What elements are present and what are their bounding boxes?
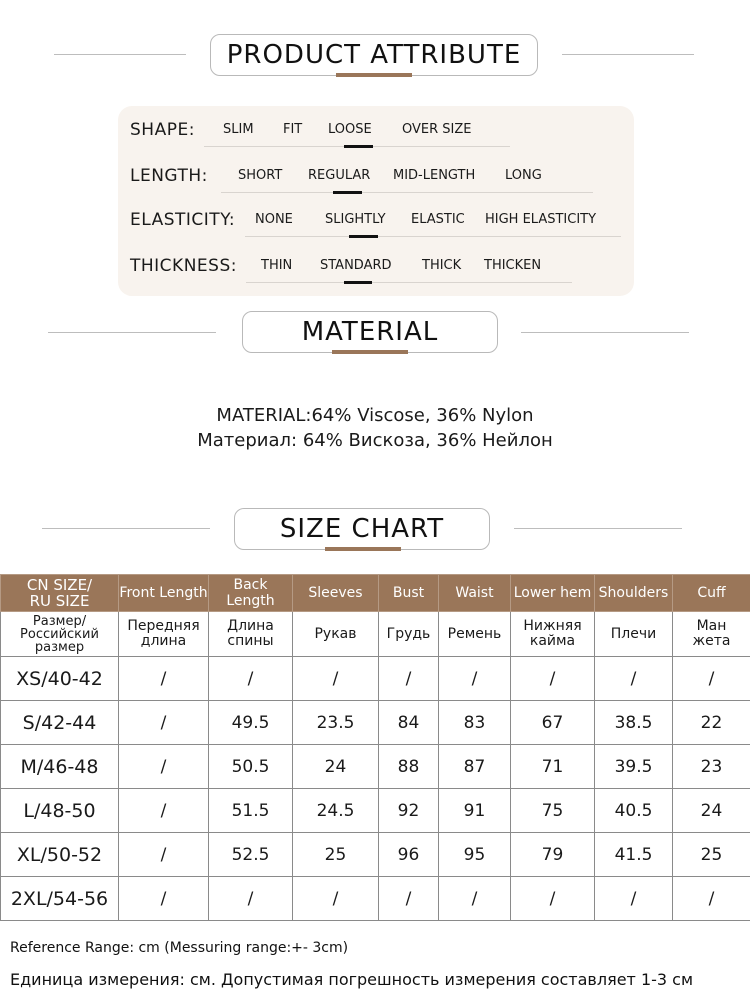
divider-right (562, 54, 694, 55)
selected-marker (344, 145, 373, 148)
table-cell: / (119, 701, 209, 745)
table-cell: 39.5 (595, 745, 673, 789)
table-cell: 87 (439, 745, 511, 789)
row-underline (245, 236, 621, 237)
divider-right (521, 332, 689, 333)
table-cell: 51.5 (209, 789, 293, 833)
section-title-box (242, 311, 498, 353)
divider-right (514, 528, 682, 529)
option-over-size: OVER SIZE (402, 122, 472, 137)
option-fit: FIT (283, 122, 303, 137)
size-label-cell: L/48-50 (1, 789, 119, 833)
table-cell: / (209, 877, 293, 921)
attribute-row-length (130, 166, 630, 196)
attribute-label: SHAPE: (130, 120, 195, 140)
table-cell: Cuff (673, 575, 750, 612)
table-cell: 83 (439, 701, 511, 745)
table-cell: 49.5 (209, 701, 293, 745)
size-chart-table (0, 574, 750, 921)
table-cell: Рукав (293, 612, 379, 657)
selected-marker (344, 281, 372, 284)
size-label-cell: CN SIZE/ RU SIZE (1, 575, 119, 612)
table-cell: 22 (673, 701, 750, 745)
table-cell: 38.5 (595, 701, 673, 745)
table-cell: Ремень (439, 612, 511, 657)
title-accent-bar (336, 73, 412, 77)
table-cell: 50.5 (209, 745, 293, 789)
table-cell: Нижняя кайма (511, 612, 595, 657)
size-label-cell: Размер/ Российский размер (1, 612, 119, 657)
size-label-cell: M/46-48 (1, 745, 119, 789)
table-header-row-ru (1, 612, 750, 657)
table-row (1, 657, 750, 701)
table-cell: 25 (293, 833, 379, 877)
table-cell: 24 (673, 789, 750, 833)
table-cell: / (209, 657, 293, 701)
reference-range-note: Reference Range: cm (Messuring range:+- 3cm) (10, 940, 349, 956)
table-cell: / (673, 657, 750, 701)
option-slightly: SLIGHTLY (325, 212, 386, 227)
size-label-cell: S/42-44 (1, 701, 119, 745)
table-cell: / (511, 657, 595, 701)
table-cell: Sleeves (293, 575, 379, 612)
table-cell: 92 (379, 789, 439, 833)
attribute-label: ELASTICITY: (130, 210, 236, 230)
option-loose: LOOSE (328, 122, 372, 137)
section-title: MATERIAL (301, 317, 439, 347)
table-cell: Длина спины (209, 612, 293, 657)
table-cell: Грудь (379, 612, 439, 657)
table-cell: / (293, 657, 379, 701)
title-accent-bar (325, 547, 401, 551)
table-cell: / (595, 657, 673, 701)
table-cell: / (439, 657, 511, 701)
table-cell: / (379, 657, 439, 701)
table-cell: / (293, 877, 379, 921)
material-composition-en: MATERIAL:64% Viscose, 36% Nylon (216, 405, 534, 426)
attribute-label: THICKNESS: (130, 256, 237, 276)
size-label-cell: XL/50-52 (1, 833, 119, 877)
size-label-cell: 2XL/54-56 (1, 877, 119, 921)
table-header-row-en (1, 575, 750, 612)
table-cell: Передняя длина (119, 612, 209, 657)
option-slim: SLIM (223, 122, 254, 137)
attribute-panel (118, 106, 634, 296)
table-cell: 41.5 (595, 833, 673, 877)
table-cell: / (595, 877, 673, 921)
table-cell: 24.5 (293, 789, 379, 833)
option-mid-length: MID-LENGTH (393, 168, 476, 183)
attribute-row-elasticity (130, 210, 640, 240)
table-cell: 84 (379, 701, 439, 745)
table-cell: Bust (379, 575, 439, 612)
table-cell: Ман жета (673, 612, 750, 657)
table-cell: Back Length (209, 575, 293, 612)
table-cell: / (119, 657, 209, 701)
option-regular: REGULAR (308, 168, 371, 183)
table-cell: 88 (379, 745, 439, 789)
table-cell: 79 (511, 833, 595, 877)
table-cell: Shoulders (595, 575, 673, 612)
divider-left (48, 332, 216, 333)
table-cell: Lower hem (511, 575, 595, 612)
table-cell: Плечи (595, 612, 673, 657)
table-cell: 96 (379, 833, 439, 877)
table-row (1, 745, 750, 789)
option-standard: STANDARD (320, 258, 392, 273)
table-cell: Waist (439, 575, 511, 612)
table-cell: 71 (511, 745, 595, 789)
size-label-cell: XS/40-42 (1, 657, 119, 701)
table-row (1, 833, 750, 877)
option-none: NONE (255, 212, 293, 227)
selected-marker (349, 235, 378, 238)
reference-range-note-ru: Единица измерения: см. Допустимая погрешность измерения составляет 1-3 см (10, 970, 694, 989)
option-short: SHORT (238, 168, 283, 183)
table-cell: / (119, 833, 209, 877)
table-cell: / (119, 745, 209, 789)
section-title-box (210, 34, 538, 76)
table-cell: / (439, 877, 511, 921)
table-cell: 52.5 (209, 833, 293, 877)
table-cell: 40.5 (595, 789, 673, 833)
attribute-row-thickness (130, 256, 630, 286)
option-long: LONG (505, 168, 542, 183)
table-cell: 24 (293, 745, 379, 789)
section-title: PRODUCT ATTRIBUTE (226, 40, 522, 70)
table-cell: / (119, 789, 209, 833)
option-thick: THICK (422, 258, 462, 273)
option-high-elasticity: HIGH ELASTICITY (485, 212, 597, 227)
attribute-row-shape (130, 120, 630, 150)
divider-left (54, 54, 186, 55)
table-cell: 67 (511, 701, 595, 745)
option-elastic: ELASTIC (411, 212, 465, 227)
table-cell: 91 (439, 789, 511, 833)
table-cell: / (673, 877, 750, 921)
table-cell: / (379, 877, 439, 921)
table-cell: Front Length (119, 575, 209, 612)
material-composition-ru: Материал: 64% Вискоза, 36% Нейлон (197, 430, 553, 451)
table-cell: 23.5 (293, 701, 379, 745)
table-cell: / (511, 877, 595, 921)
section-title-box (234, 508, 490, 550)
table-cell: / (119, 877, 209, 921)
table-row (1, 701, 750, 745)
selected-marker (333, 191, 362, 194)
table-cell: 23 (673, 745, 750, 789)
option-thin: THIN (261, 258, 293, 273)
table-cell: 75 (511, 789, 595, 833)
section-title: SIZE CHART (279, 514, 445, 544)
option-thicken: THICKEN (484, 258, 542, 273)
table-row (1, 789, 750, 833)
table-cell: 95 (439, 833, 511, 877)
table-row (1, 877, 750, 921)
row-underline (221, 192, 593, 193)
table-cell: 25 (673, 833, 750, 877)
divider-left (42, 528, 210, 529)
row-underline (246, 282, 572, 283)
attribute-label: LENGTH: (130, 166, 208, 186)
title-accent-bar (332, 350, 408, 354)
